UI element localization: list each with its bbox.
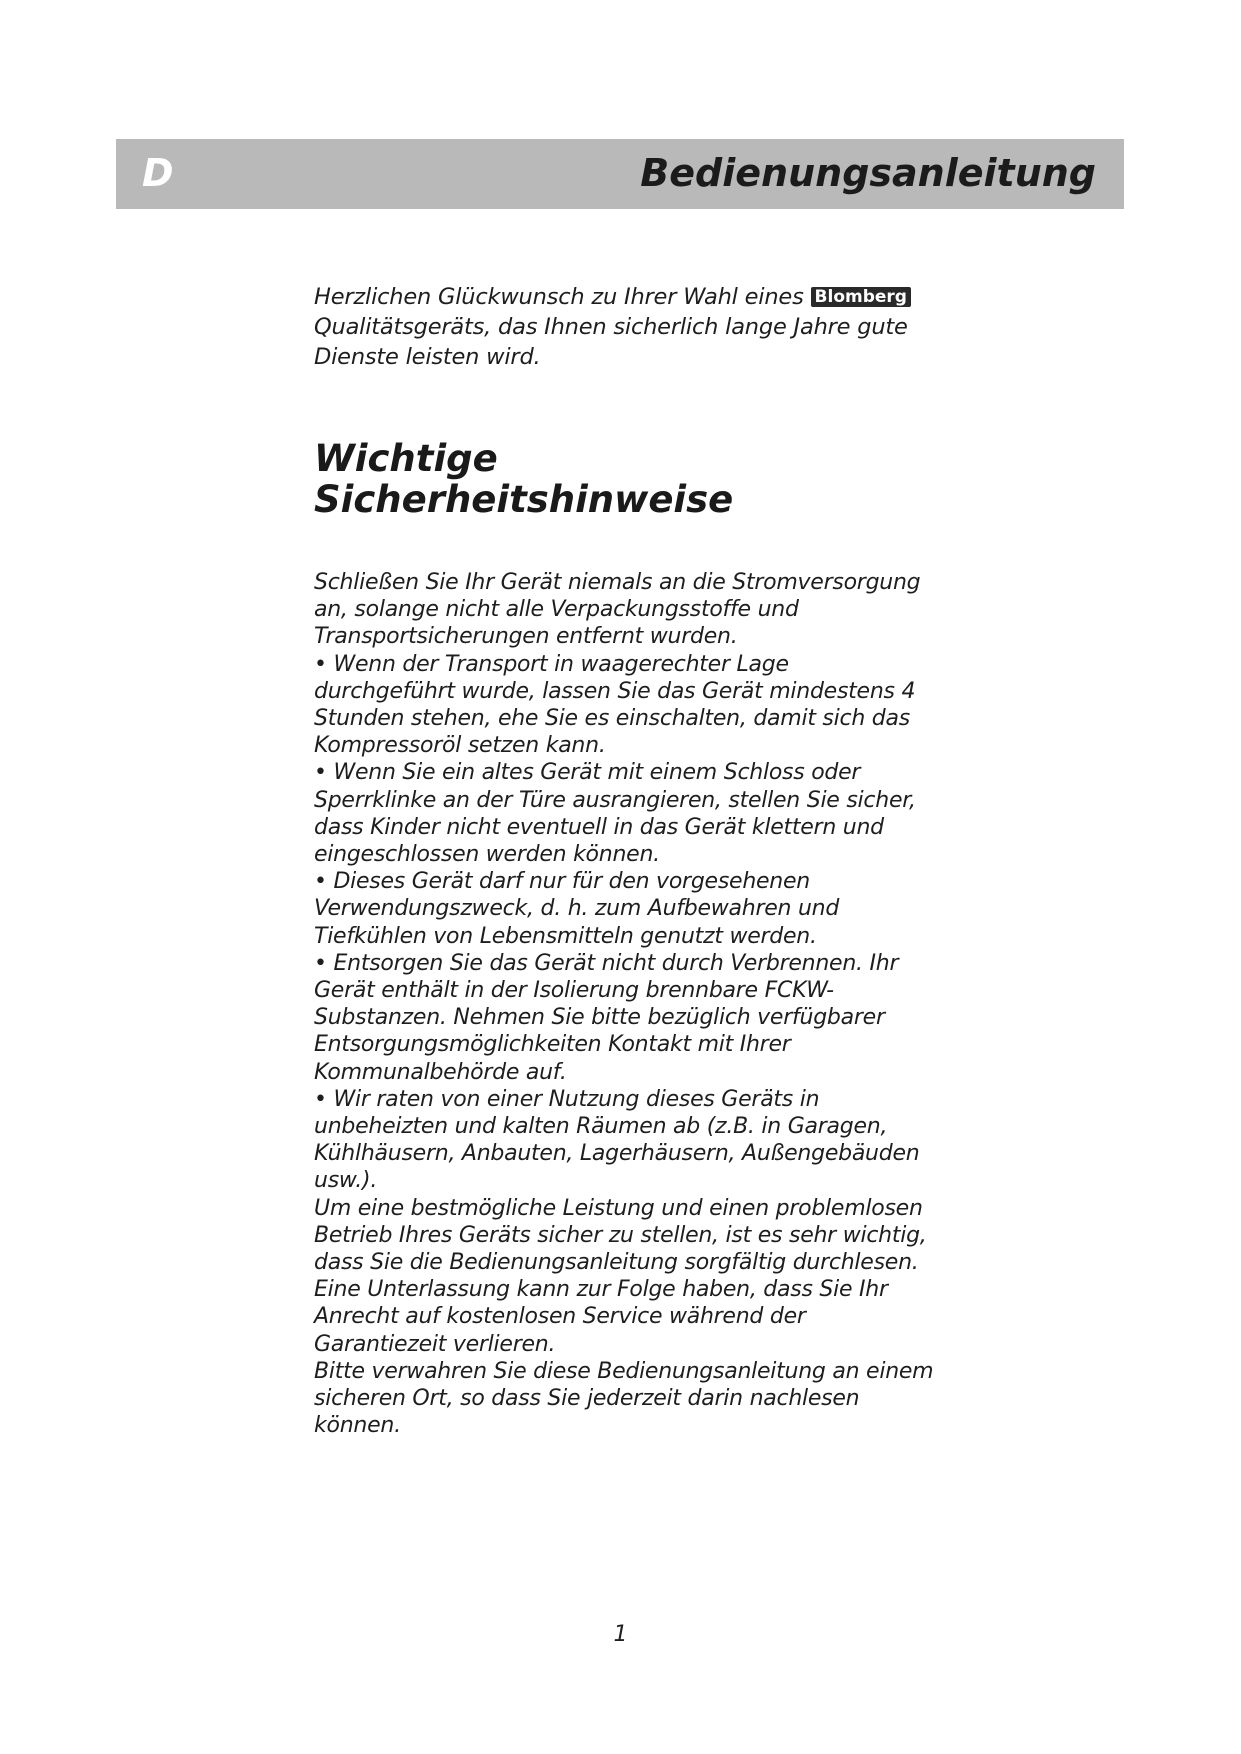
document-title: Bedienungsanleitung [640,151,1096,195]
bullet-item: • Dieses Gerät darf nur für den vorgesehenen Verwendungszweck, d. h. zum Aufbewahren und Tiefkühlen von Lebensmitteln genutzt werden. [314,869,840,949]
bullet-item: • Wenn Sie ein altes Gerät mit einem Schloss oder Sperrklinke an der Türe ausrangieren, stellen Sie sicher, dass Kinder nicht eventuell in das Gerät klettern und eingeschlossen werden können. [314,760,916,868]
intro-text-end: Qualitätsgeräts, das Ihnen sicherlich lange Jahre gute Dienste leisten wird. [314,314,908,370]
main-content [314,282,934,1440]
section-title [314,438,934,520]
bullet-item: • Wenn der Transport in waagerechter Lage durchgeführt wurde, lassen Sie das Gerät mindestens 4 Stunden stehen, ehe Sie es einschalten, damit sich das Kompressoröl setzen kann. [314,651,916,759]
brand-logo: Blomberg [811,287,911,307]
bullet-item: • Entsorgen Sie das Gerät nicht durch Verbrennen. Ihr Gerät enthält in der Isolierung brennbare FCKW-Substanzen. Nehmen Sie bitte bezüglich verfügbarer Entsorgungsmöglichkeiten Kontakt mit Ihrer Kommunalbehörde auf. [314,950,899,1085]
paragraph: Bitte verwahren Sie diese Bedienungsanleitung an einem sicheren Ort, so dass Sie jederzeit darin nachlesen können. [314,1358,934,1439]
page-number: 1 [613,1622,628,1647]
language-code: D [142,151,174,195]
section-title-line-2: Sicherheitshinweise [314,478,734,521]
safety-instructions [314,569,934,1440]
paragraph: Um eine bestmögliche Leistung und einen problemlosen Betrieb Ihres Geräts sicher zu stellen, ist es sehr wichtig, dass Sie die Bedienungsanleitung sorgfältig durchlesen. Eine Unterlassung kann zur Folge haben, dass Sie Ihr Anrecht auf kostenlosen Service während der Garantiezeit verlieren. [314,1195,927,1357]
intro-text-start: Herzlichen Glückwunsch zu Ihrer Wahl eines [314,284,804,310]
bullet-item: • Wir raten von einer Nutzung dieses Geräts in unbeheizten und kalten Räumen ab (z.B. in Garagen, Kühlhäusern, Anbauten, Lagerhäusern, Außengebäuden usw.). [314,1086,920,1194]
paragraph: Schließen Sie Ihr Gerät niemals an die Stromversorgung an, solange nicht alle Verpackungsstoffe und Transportsicherungen entfernt wurden. [314,570,921,650]
intro-paragraph [314,282,934,372]
header-bar [116,139,1124,209]
section-title-line-1: Wichtige [314,437,498,480]
